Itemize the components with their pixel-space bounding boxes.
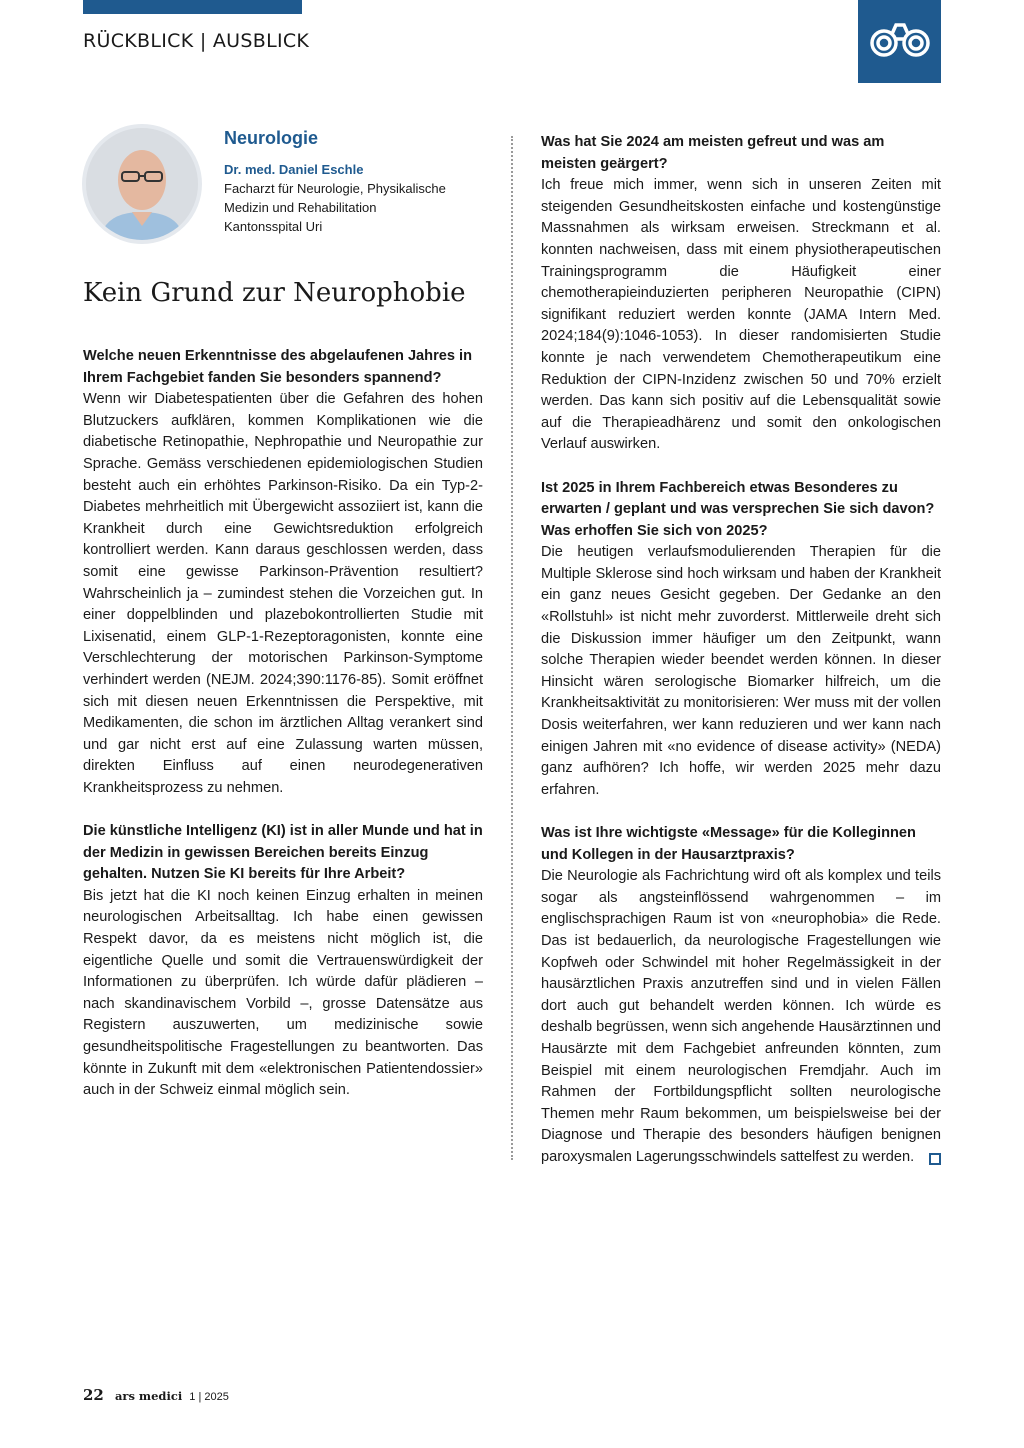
qa-block (541, 132, 941, 456)
header-icon-box (858, 0, 941, 83)
answer: Wenn wir Diabetespatienten über die Gefahren des hohen Blutzuckers aufklären, kommen Komplikationen wie die diabetische Retinopathie, Nephropathie und Neuropathie zur Sprache. Gemäss verschiedenen epidemiologischen Studien besteht auch ein erhöhtes Parkinson-Risiko. Da ein Typ-2-Diabetes mehrheitlich mit Übergewicht assoziiert ist, kann die Krankheit durch eine Gewichtsreduktion erfolgreich kontrolliert werden. Kann daraus geschlossen werden, dass somit eine gewisse Parkinson-Prävention resultiert? Wahrscheinlich ja – zumindest stehen die Vorzeichen gut. In einer doppelblinden und plazebokontrollierten Studie mit Lixisenatid, einem GLP-1-Rezeptoragonisten, konnte eine Verschlechterung der motorischen Parkinson-Symptome verhindert werden (NEJM. 2024;390:1176-85). Somit eröffnet sich mit diesen neuen Erkenntnissen die Perspektive, mit Medikamenten, die schon im ärztlichen Alltag verankert sind und gar nicht erst auf eine Zulassung warten müssen, direkten Einfluss auf einen neurodegenerativen Krankheitsprozess zu nehmen. (83, 391, 483, 796)
end-of-article-icon (929, 1153, 941, 1165)
author-role-line: Facharzt für Neurologie, Physikalische (224, 181, 446, 196)
qa-block (541, 823, 941, 1169)
question: Ist 2025 in Ihrem Fachbereich etwas Besonderes zu erwarten / geplant und was versprechen Sie sich davon? Was erhoffen Sie sich von 2025? (541, 479, 935, 539)
author-role-line: Medizin und Rehabilitation (224, 200, 377, 215)
qa-block (83, 821, 483, 1102)
answer-text: Die Neurologie als Fachrichtung wird oft als komplex und teils sogar als angsteinflössend wahrgenommen – im englischsprachigen Raum ist von «neurophobia» die Rede. Das ist bedauerlich, da neurologische Fragestellungen wie Kopfweh oder Schwindel mit hoher Regelmässigkeit in der hausärztlichen Praxis anzutreffen sind und in vielen Fällen dort auch gut behandelt werden können. Ich würde es deshalb begrüssen, wenn sich angehende Hausärztinnen und Hausärzte mit dem Fachgebiet anfreunden könnten, zum Beispiel mit einem neurologischen Fremdjahr. Auch im Rahmen der Fortbildungspflicht sollten neurologische Themen mehr Raum bekommen, um beispielsweise bei der Diagnose und Therapie des besonders häufigen benignen paroxysmalen Lagerungsschwindels sattelfest zu werden. (541, 868, 941, 1165)
page-footer (83, 1386, 229, 1404)
author-institution: Kantonsspital Uri (224, 219, 323, 234)
question: Was hat Sie 2024 am meisten gefreut und was am meisten geärgert? (541, 134, 885, 172)
answer (541, 866, 941, 1168)
left-column (83, 346, 483, 1123)
answer: Ich freue mich immer, wenn sich in unseren Zeiten mit steigenden Gesundheitskosten einfache und kostengünstige Massnahmen als wirksam erweisen. Streckmann et al. konnten nachweisen, dass mit einem physiotherapeutischen Trainingsprogramm die Häufigkeit einer chemotherapieinduzierten peripheren Neuropathie (CIPN) signifikant reduziert werden konnte (JAMA Intern Med. 2024;184(9):1046-1053). In dieser randomisierten Studie konnte je nach verwendetem Chemotherapeutikum eine Reduktion der CIPN-Inzidenz zwischen 50 und 70% erzielt werden. Das kann sich positiv auf die Lebensqualität sowie auf die Therapieadhärenz und somit den onkologischen Verlauf auswirken. (541, 177, 941, 453)
author-name: Dr. med. Daniel Eschle (224, 162, 364, 177)
specialty-title: Neurologie (224, 128, 319, 148)
answer: Die heutigen verlaufsmodulierenden Therapien für die Multiple Sklerose sind hoch wirksam und haben der Krankheit ein ganz neues Gesicht gegeben. Der Gedanke an den «Rollstuhl» ist nicht mehr zuvorderst. Mittlerweile dreht sich die Diskussion immer häufiger um den Zeitpunkt, wann solche Therapien wieder beendet werden können. In dieser Hinsicht wären serologische Biomarker hilfreich, um die Krankheitsaktivität zu monitorisieren: Wer muss mit der vollen Dosis weiterfahren, wer kann reduzieren und wer kann nach einigen Jahren mit «no evidence of disease activity» (NEDA) ganz aufhören? Ich hoffe, wir werden 2025 mehr dazu erfahren. (541, 544, 941, 798)
question: Die künstliche Intelligenz (KI) ist in aller Munde und hat in der Medizin in gewissen Bereichen bereits Einzug gehalten. Nutzen Sie KI bereits für Ihre Arbeit? (83, 823, 483, 883)
article-headline: Kein Grund zur Neurophobie (83, 278, 466, 308)
author-photo (82, 124, 202, 244)
section-label: RÜCKBLICK | AUSBLICK (83, 30, 310, 52)
right-column (541, 132, 941, 1190)
issue-number: 1 | 2025 (189, 1391, 229, 1403)
qa-block (83, 346, 483, 799)
qa-block (541, 478, 941, 802)
question: Was ist Ihre wichtigste «Message» für die Kolleginnen und Kollegen in der Hausarztpraxis? (541, 825, 916, 863)
answer: Bis jetzt hat die KI noch keinen Einzug erhalten in meinen neurologischen Arbeitsalltag. Ich habe einen gewissen Respekt davor, da es meistens nicht möglich ist, die eigentliche Quelle und somit die Vertrauenswürdigkeit der Informationen zu überprüfen. Ich würde dafür plädieren – nach skandinavischem Vorbild –, grosse Datensätze aus Registern auszuwerten, um medizinische sowie gesundheitspolitische Fragestellungen zu beantworten. Das könnte in Zukunft mit dem «elektronischen Patientendossier» auch in der Schweiz einmal möglich sein. (83, 887, 483, 1099)
question: Welche neuen Erkenntnisse des abgelaufenen Jahres in Ihrem Fachgebiet fanden Sie besonders spannend? (83, 348, 473, 386)
journal-name: ars medici (114, 1389, 183, 1403)
binoculars-icon (868, 19, 932, 64)
column-divider (511, 136, 513, 1160)
page-number: 22 (83, 1386, 104, 1404)
header-accent-bar (83, 0, 302, 14)
